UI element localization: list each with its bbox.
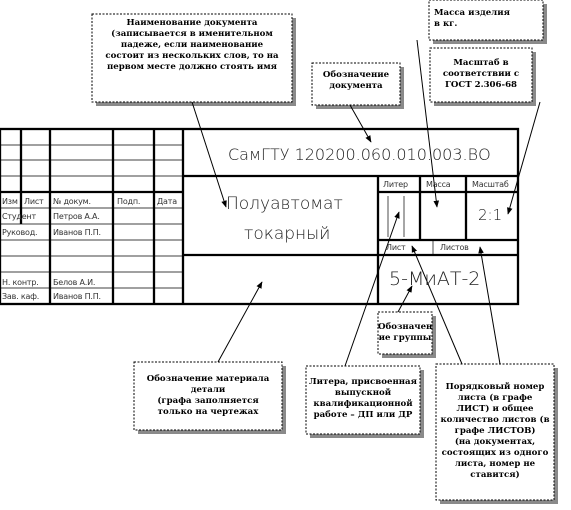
row-person-norm-control: Белов А.И. [53,278,96,287]
row-person-head-of-dept: Иванов П.П. [53,292,101,301]
callout-material: Обозначение материала детали (графа заполняется только на чертежах [146,374,270,417]
callout-scale: Масштаб в соответствии с ГОСТ 2.306-68 [442,58,520,90]
row-person-supervisor: Иванов П.П. [53,228,101,237]
row-person-student: Петров А.А. [53,212,100,221]
col-header-change: Изм [2,197,18,206]
col-header-sheet: Лист [24,197,44,206]
scale-value: 2:1 [478,206,503,224]
row-role-head-of-dept: Зав. каф. [2,292,40,301]
row-role-norm-control: Н. контр. [2,278,39,287]
header-scale: Масштаб [472,180,509,189]
col-header-date: Дата [157,197,177,206]
group-code: 5-МиАТ-2 [389,268,481,290]
callout-designation: Обозначение документа [322,70,390,91]
document-name-line2: токарный [244,224,331,244]
col-header-doc-number: № докум. [53,197,91,206]
sheet-label: Лист [386,243,406,252]
row-role-supervisor: Руковод. [2,228,38,237]
designation-code: СамГТУ 120200.060.010.003.ВО [228,145,491,164]
col-header-signature: Подп. [117,197,141,206]
row-role-student: Студент [2,212,36,221]
callout-mass: Масса изделия в кг. [434,8,510,29]
callout-group: Обозначен ие группы [378,322,433,343]
callout-doc-name: Наименование документа (записывается в именительном падеже, если наименование состоит из нескольких слов, то на первом месте должно стоять имя [105,18,279,72]
callout-litera: Литера, присвоенная выпускной квалификационной работе – ДП или ДР [309,377,417,420]
header-litera: Литер [383,180,408,189]
header-mass: Масса [426,180,451,189]
document-name-line1: Полуавтомат [226,194,343,214]
callout-sheet-number: Порядковый номер листа (в графе ЛИСТ) и общее количество листов (в графе ЛИСТОВ) (на документах, состоящих из одного листа, номер не ставится) [440,382,550,480]
sheets-label: Листов [440,243,469,252]
